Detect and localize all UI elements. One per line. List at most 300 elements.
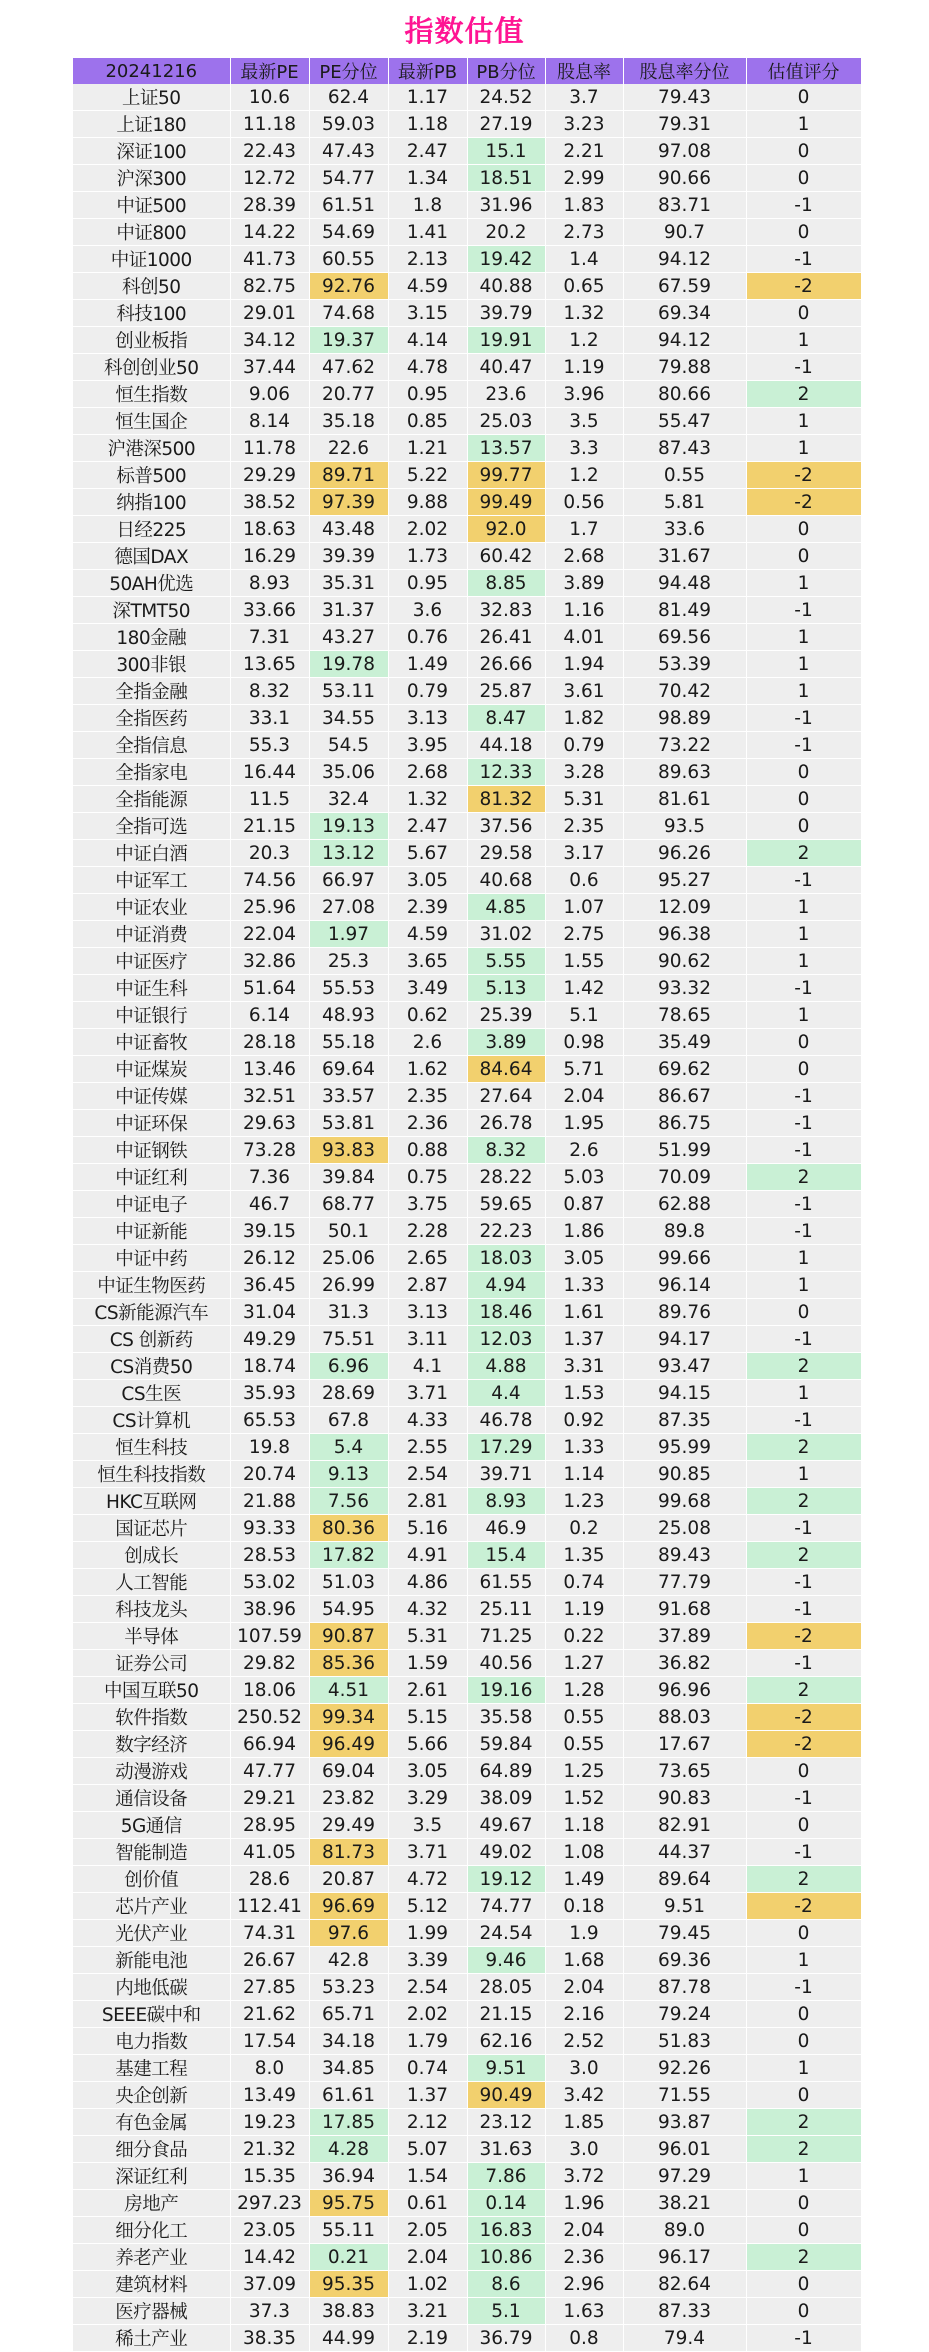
valuation-score-cell: -2: [746, 1704, 861, 1731]
dividend-yield-cell: 0.2: [545, 1515, 623, 1542]
pe-value-cell: 28.39: [230, 192, 309, 219]
pe-value-cell: 11.5: [230, 786, 309, 813]
dividend-yield-cell: 1.42: [545, 975, 623, 1002]
index-name-cell: CS计算机: [73, 1407, 230, 1434]
pb-percentile-cell: 3.89: [467, 1029, 545, 1056]
pe-percentile-cell: 26.99: [309, 1272, 388, 1299]
pe-value-cell: 29.29: [230, 462, 309, 489]
index-name-cell: 稀土产业: [73, 2325, 230, 2352]
table-row: [73, 1650, 861, 1677]
valuation-score-cell: -1: [746, 732, 861, 759]
pb-percentile-cell: 5.13: [467, 975, 545, 1002]
valuation-score-cell: 0: [746, 759, 861, 786]
pb-value-cell: 1.21: [388, 435, 467, 462]
index-name-cell: 创业板指: [73, 327, 230, 354]
dividend-yield-percentile-cell: 89.76: [623, 1299, 746, 1326]
dividend-yield-percentile-cell: 94.12: [623, 246, 746, 273]
dividend-yield-percentile-cell: 89.63: [623, 759, 746, 786]
dividend-yield-cell: 3.5: [545, 408, 623, 435]
pb-percentile-cell: 40.88: [467, 273, 545, 300]
index-name-cell: 中证消费: [73, 921, 230, 948]
pe-value-cell: 6.14: [230, 1002, 309, 1029]
header-pb-pct: PB分位: [467, 58, 545, 84]
pe-value-cell: 82.75: [230, 273, 309, 300]
index-name-cell: 中证传媒: [73, 1083, 230, 1110]
dividend-yield-cell: 1.95: [545, 1110, 623, 1137]
valuation-score-cell: -1: [746, 867, 861, 894]
table-row: [73, 327, 861, 354]
valuation-score-cell: 1: [746, 435, 861, 462]
pe-percentile-cell: 19.13: [309, 813, 388, 840]
pe-percentile-cell: 13.12: [309, 840, 388, 867]
header-pb: 最新PB: [388, 58, 467, 84]
pe-value-cell: 107.59: [230, 1623, 309, 1650]
pb-value-cell: 3.15: [388, 300, 467, 327]
pb-value-cell: 1.54: [388, 2163, 467, 2190]
pb-value-cell: 3.65: [388, 948, 467, 975]
table-row: [73, 2217, 861, 2244]
table-row: [73, 678, 861, 705]
index-name-cell: 深证100: [73, 138, 230, 165]
table-row: [73, 1245, 861, 1272]
table-row: [73, 1137, 861, 1164]
pb-percentile-cell: 19.16: [467, 1677, 545, 1704]
index-name-cell: 恒生科技指数: [73, 1461, 230, 1488]
valuation-score-cell: 0: [746, 2271, 861, 2298]
pb-percentile-cell: 7.86: [467, 2163, 545, 2190]
table-row: [73, 1083, 861, 1110]
dividend-yield-percentile-cell: 53.39: [623, 651, 746, 678]
pb-percentile-cell: 8.93: [467, 1488, 545, 1515]
pb-value-cell: 5.31: [388, 1623, 467, 1650]
table-row: [73, 1758, 861, 1785]
index-name-cell: 中国互联50: [73, 1677, 230, 1704]
valuation-score-cell: -1: [746, 1596, 861, 1623]
pb-percentile-cell: 4.85: [467, 894, 545, 921]
header-pe: 最新PE: [230, 58, 309, 84]
pb-percentile-cell: 49.02: [467, 1839, 545, 1866]
dividend-yield-percentile-cell: 86.75: [623, 1110, 746, 1137]
pe-percentile-cell: 1.97: [309, 921, 388, 948]
pb-value-cell: 2.61: [388, 1677, 467, 1704]
pe-percentile-cell: 60.55: [309, 246, 388, 273]
dividend-yield-percentile-cell: 89.64: [623, 1866, 746, 1893]
dividend-yield-percentile-cell: 80.66: [623, 381, 746, 408]
valuation-score-cell: 2: [746, 1164, 861, 1191]
pb-percentile-cell: 44.18: [467, 732, 545, 759]
pe-value-cell: 19.8: [230, 1434, 309, 1461]
valuation-score-cell: 0: [746, 1299, 861, 1326]
pb-percentile-cell: 23.12: [467, 2109, 545, 2136]
dividend-yield-percentile-cell: 82.91: [623, 1812, 746, 1839]
valuation-score-cell: -1: [746, 1785, 861, 1812]
valuation-score-cell: 1: [746, 894, 861, 921]
pe-value-cell: 9.06: [230, 381, 309, 408]
index-name-cell: 中证畜牧: [73, 1029, 230, 1056]
dividend-yield-cell: 1.82: [545, 705, 623, 732]
pb-percentile-cell: 32.83: [467, 597, 545, 624]
index-name-cell: 全指可选: [73, 813, 230, 840]
pe-value-cell: 16.29: [230, 543, 309, 570]
index-name-cell: 恒生国企: [73, 408, 230, 435]
pe-percentile-cell: 53.11: [309, 678, 388, 705]
valuation-score-cell: -1: [746, 2325, 861, 2352]
valuation-score-cell: 1: [746, 1947, 861, 1974]
pb-percentile-cell: 60.42: [467, 543, 545, 570]
valuation-table: [73, 58, 862, 2352]
index-name-cell: 中证医疗: [73, 948, 230, 975]
dividend-yield-cell: 1.35: [545, 1542, 623, 1569]
dividend-yield-percentile-cell: 79.45: [623, 1920, 746, 1947]
dividend-yield-percentile-cell: 37.89: [623, 1623, 746, 1650]
index-name-cell: 有色金属: [73, 2109, 230, 2136]
dividend-yield-cell: 0.18: [545, 1893, 623, 1920]
table-row: [73, 894, 861, 921]
pb-percentile-cell: 18.46: [467, 1299, 545, 1326]
pb-value-cell: 0.95: [388, 570, 467, 597]
pe-value-cell: 38.35: [230, 2325, 309, 2352]
pe-value-cell: 22.04: [230, 921, 309, 948]
pe-value-cell: 65.53: [230, 1407, 309, 1434]
valuation-score-cell: 1: [746, 1272, 861, 1299]
pe-value-cell: 19.23: [230, 2109, 309, 2136]
pb-percentile-cell: 92.0: [467, 516, 545, 543]
dividend-yield-cell: 0.79: [545, 732, 623, 759]
table-row: [73, 489, 861, 516]
pe-percentile-cell: 34.18: [309, 2028, 388, 2055]
index-name-cell: 中证电子: [73, 1191, 230, 1218]
pe-value-cell: 26.67: [230, 1947, 309, 1974]
pb-percentile-cell: 61.55: [467, 1569, 545, 1596]
index-name-cell: 中证红利: [73, 1164, 230, 1191]
dividend-yield-cell: 3.05: [545, 1245, 623, 1272]
valuation-score-cell: 0: [746, 219, 861, 246]
valuation-score-cell: 0: [746, 1812, 861, 1839]
index-name-cell: 纳指100: [73, 489, 230, 516]
table-row: [73, 219, 861, 246]
table-row: [73, 705, 861, 732]
pe-percentile-cell: 35.31: [309, 570, 388, 597]
dividend-yield-percentile-cell: 81.49: [623, 597, 746, 624]
pb-value-cell: 2.54: [388, 1461, 467, 1488]
pe-value-cell: 7.36: [230, 1164, 309, 1191]
pe-value-cell: 28.18: [230, 1029, 309, 1056]
pb-percentile-cell: 15.1: [467, 138, 545, 165]
pb-percentile-cell: 25.03: [467, 408, 545, 435]
pb-percentile-cell: 46.78: [467, 1407, 545, 1434]
pb-value-cell: 2.47: [388, 138, 467, 165]
index-name-cell: 5G通信: [73, 1812, 230, 1839]
valuation-score-cell: -2: [746, 489, 861, 516]
pb-value-cell: 4.91: [388, 1542, 467, 1569]
pb-value-cell: 2.19: [388, 2325, 467, 2352]
pe-percentile-cell: 39.84: [309, 1164, 388, 1191]
valuation-score-cell: 1: [746, 624, 861, 651]
pb-percentile-cell: 25.87: [467, 678, 545, 705]
pe-value-cell: 21.15: [230, 813, 309, 840]
dividend-yield-percentile-cell: 90.83: [623, 1785, 746, 1812]
pe-value-cell: 18.63: [230, 516, 309, 543]
dividend-yield-cell: 0.65: [545, 273, 623, 300]
pe-percentile-cell: 36.94: [309, 2163, 388, 2190]
pe-value-cell: 46.7: [230, 1191, 309, 1218]
dividend-yield-cell: 5.03: [545, 1164, 623, 1191]
table-row: [73, 867, 861, 894]
pb-value-cell: 3.49: [388, 975, 467, 1002]
table-row: [73, 921, 861, 948]
index-name-cell: 科技100: [73, 300, 230, 327]
pe-value-cell: 28.53: [230, 1542, 309, 1569]
pb-value-cell: 5.22: [388, 462, 467, 489]
pb-percentile-cell: 15.4: [467, 1542, 545, 1569]
valuation-score-cell: 2: [746, 381, 861, 408]
index-name-cell: 医疗器械: [73, 2298, 230, 2325]
valuation-score-cell: 0: [746, 2190, 861, 2217]
pb-value-cell: 0.61: [388, 2190, 467, 2217]
index-name-cell: 全指信息: [73, 732, 230, 759]
pb-value-cell: 3.05: [388, 1758, 467, 1785]
dividend-yield-percentile-cell: 81.61: [623, 786, 746, 813]
pe-percentile-cell: 23.82: [309, 1785, 388, 1812]
pb-value-cell: 1.17: [388, 84, 467, 111]
dividend-yield-cell: 1.19: [545, 1596, 623, 1623]
pb-percentile-cell: 18.03: [467, 1245, 545, 1272]
dividend-yield-percentile-cell: 79.43: [623, 84, 746, 111]
pe-value-cell: 49.29: [230, 1326, 309, 1353]
valuation-score-cell: 1: [746, 1380, 861, 1407]
dividend-yield-cell: 2.36: [545, 2244, 623, 2271]
pe-value-cell: 41.73: [230, 246, 309, 273]
index-name-cell: 内地低碳: [73, 1974, 230, 2001]
pe-value-cell: 18.06: [230, 1677, 309, 1704]
pe-percentile-cell: 92.76: [309, 273, 388, 300]
dividend-yield-cell: 1.86: [545, 1218, 623, 1245]
pe-value-cell: 8.0: [230, 2055, 309, 2082]
pb-percentile-cell: 18.51: [467, 165, 545, 192]
pe-value-cell: 12.72: [230, 165, 309, 192]
dividend-yield-percentile-cell: 87.33: [623, 2298, 746, 2325]
table-row: [73, 1920, 861, 1947]
pb-value-cell: 0.88: [388, 1137, 467, 1164]
pe-percentile-cell: 20.77: [309, 381, 388, 408]
pb-value-cell: 2.12: [388, 2109, 467, 2136]
dividend-yield-cell: 1.96: [545, 2190, 623, 2217]
dividend-yield-cell: 1.33: [545, 1434, 623, 1461]
dividend-yield-cell: 1.08: [545, 1839, 623, 1866]
valuation-score-cell: -1: [746, 705, 861, 732]
pb-value-cell: 1.8: [388, 192, 467, 219]
pb-value-cell: 3.13: [388, 1299, 467, 1326]
table-row: [73, 2325, 861, 2352]
dividend-yield-cell: 1.94: [545, 651, 623, 678]
index-name-cell: 恒生科技: [73, 1434, 230, 1461]
pb-value-cell: 2.6: [388, 1029, 467, 1056]
table-row: [73, 435, 861, 462]
table-row: [73, 1461, 861, 1488]
valuation-score-cell: 1: [746, 570, 861, 597]
pe-value-cell: 26.12: [230, 1245, 309, 1272]
dividend-yield-percentile-cell: 67.59: [623, 273, 746, 300]
index-name-cell: 中证银行: [73, 1002, 230, 1029]
index-name-cell: 光伏产业: [73, 1920, 230, 1947]
table-row: [73, 1839, 861, 1866]
pb-value-cell: 3.75: [388, 1191, 467, 1218]
pe-percentile-cell: 61.51: [309, 192, 388, 219]
pe-value-cell: 47.77: [230, 1758, 309, 1785]
pe-percentile-cell: 42.8: [309, 1947, 388, 1974]
dividend-yield-cell: 1.25: [545, 1758, 623, 1785]
pe-percentile-cell: 17.82: [309, 1542, 388, 1569]
valuation-score-cell: -2: [746, 1623, 861, 1650]
index-name-cell: 中证军工: [73, 867, 230, 894]
valuation-score-cell: 2: [746, 1677, 861, 1704]
pe-percentile-cell: 74.68: [309, 300, 388, 327]
table-row: [73, 2082, 861, 2109]
pb-value-cell: 2.68: [388, 759, 467, 786]
pe-value-cell: 20.3: [230, 840, 309, 867]
valuation-score-cell: -1: [746, 192, 861, 219]
valuation-score-cell: 1: [746, 2055, 861, 2082]
pb-value-cell: 2.54: [388, 1974, 467, 2001]
pb-percentile-cell: 90.49: [467, 2082, 545, 2109]
dividend-yield-percentile-cell: 98.89: [623, 705, 746, 732]
pe-value-cell: 74.31: [230, 1920, 309, 1947]
dividend-yield-cell: 1.55: [545, 948, 623, 975]
pe-percentile-cell: 69.64: [309, 1056, 388, 1083]
table-row: [73, 1326, 861, 1353]
index-name-cell: 恒生指数: [73, 381, 230, 408]
index-name-cell: 新能电池: [73, 1947, 230, 1974]
pe-value-cell: 16.44: [230, 759, 309, 786]
index-name-cell: 养老产业: [73, 2244, 230, 2271]
dividend-yield-cell: 0.92: [545, 1407, 623, 1434]
valuation-score-cell: 0: [746, 165, 861, 192]
pe-value-cell: 51.64: [230, 975, 309, 1002]
dividend-yield-cell: 3.61: [545, 678, 623, 705]
table-row: [73, 813, 861, 840]
pb-value-cell: 3.13: [388, 705, 467, 732]
pe-percentile-cell: 99.34: [309, 1704, 388, 1731]
dividend-yield-cell: 0.56: [545, 489, 623, 516]
dividend-yield-cell: 1.07: [545, 894, 623, 921]
pe-value-cell: 37.3: [230, 2298, 309, 2325]
index-name-cell: 中证500: [73, 192, 230, 219]
dividend-yield-cell: 0.74: [545, 1569, 623, 1596]
pe-percentile-cell: 50.1: [309, 1218, 388, 1245]
pb-value-cell: 2.35: [388, 1083, 467, 1110]
valuation-score-cell: 2: [746, 1434, 861, 1461]
pb-percentile-cell: 4.88: [467, 1353, 545, 1380]
table-row: [73, 2001, 861, 2028]
pe-value-cell: 18.74: [230, 1353, 309, 1380]
valuation-score-cell: 0: [746, 1029, 861, 1056]
pe-percentile-cell: 31.3: [309, 1299, 388, 1326]
pb-value-cell: 2.81: [388, 1488, 467, 1515]
index-name-cell: 深TMT50: [73, 597, 230, 624]
table-row: [73, 1218, 861, 1245]
pe-percentile-cell: 93.83: [309, 1137, 388, 1164]
pe-value-cell: 28.6: [230, 1866, 309, 1893]
pb-value-cell: 2.47: [388, 813, 467, 840]
dividend-yield-cell: 1.16: [545, 597, 623, 624]
pb-value-cell: 2.87: [388, 1272, 467, 1299]
pe-value-cell: 14.42: [230, 2244, 309, 2271]
pe-percentile-cell: 19.37: [309, 327, 388, 354]
pb-value-cell: 4.72: [388, 1866, 467, 1893]
dividend-yield-percentile-cell: 96.96: [623, 1677, 746, 1704]
pb-value-cell: 3.95: [388, 732, 467, 759]
pe-percentile-cell: 95.35: [309, 2271, 388, 2298]
dividend-yield-cell: 2.04: [545, 1083, 623, 1110]
pb-percentile-cell: 8.6: [467, 2271, 545, 2298]
valuation-score-cell: -1: [746, 975, 861, 1002]
index-name-cell: 中证农业: [73, 894, 230, 921]
pb-value-cell: 4.59: [388, 921, 467, 948]
pb-value-cell: 4.33: [388, 1407, 467, 1434]
pb-percentile-cell: 37.56: [467, 813, 545, 840]
pe-value-cell: 29.01: [230, 300, 309, 327]
table-row: [73, 300, 861, 327]
table-row: [73, 516, 861, 543]
pe-percentile-cell: 62.4: [309, 84, 388, 111]
dividend-yield-cell: 1.2: [545, 327, 623, 354]
dividend-yield-cell: 1.23: [545, 1488, 623, 1515]
valuation-score-cell: -1: [746, 1569, 861, 1596]
dividend-yield-percentile-cell: 86.67: [623, 1083, 746, 1110]
valuation-score-cell: -1: [746, 1515, 861, 1542]
dividend-yield-percentile-cell: 96.38: [623, 921, 746, 948]
pe-percentile-cell: 51.03: [309, 1569, 388, 1596]
dividend-yield-percentile-cell: 90.62: [623, 948, 746, 975]
index-name-cell: 中证钢铁: [73, 1137, 230, 1164]
pb-percentile-cell: 5.1: [467, 2298, 545, 2325]
index-name-cell: CS消费50: [73, 1353, 230, 1380]
pb-percentile-cell: 4.4: [467, 1380, 545, 1407]
valuation-score-cell: 2: [746, 1866, 861, 1893]
pe-percentile-cell: 97.6: [309, 1920, 388, 1947]
pe-value-cell: 37.44: [230, 354, 309, 381]
dividend-yield-cell: 3.96: [545, 381, 623, 408]
dividend-yield-percentile-cell: 99.66: [623, 1245, 746, 1272]
pb-percentile-cell: 25.39: [467, 1002, 545, 1029]
table-row: [73, 1191, 861, 1218]
dividend-yield-cell: 2.6: [545, 1137, 623, 1164]
pb-percentile-cell: 99.77: [467, 462, 545, 489]
pe-value-cell: 31.04: [230, 1299, 309, 1326]
index-name-cell: 深证红利: [73, 2163, 230, 2190]
dividend-yield-cell: 1.85: [545, 2109, 623, 2136]
index-name-cell: 动漫游戏: [73, 1758, 230, 1785]
table-row: [73, 1731, 861, 1758]
pe-percentile-cell: 20.87: [309, 1866, 388, 1893]
dividend-yield-percentile-cell: 70.09: [623, 1164, 746, 1191]
table-row: [73, 1947, 861, 1974]
table-row: [73, 1353, 861, 1380]
table-row: [73, 2109, 861, 2136]
valuation-score-cell: 1: [746, 1002, 861, 1029]
index-name-cell: 电力指数: [73, 2028, 230, 2055]
pb-percentile-cell: 71.25: [467, 1623, 545, 1650]
valuation-score-cell: 0: [746, 1758, 861, 1785]
index-name-cell: 基建工程: [73, 2055, 230, 2082]
valuation-score-cell: -1: [746, 246, 861, 273]
pe-percentile-cell: 48.93: [309, 1002, 388, 1029]
pb-percentile-cell: 23.6: [467, 381, 545, 408]
pb-percentile-cell: 25.11: [467, 1596, 545, 1623]
dividend-yield-cell: 1.37: [545, 1326, 623, 1353]
pe-percentile-cell: 97.39: [309, 489, 388, 516]
index-name-cell: 德国DAX: [73, 543, 230, 570]
